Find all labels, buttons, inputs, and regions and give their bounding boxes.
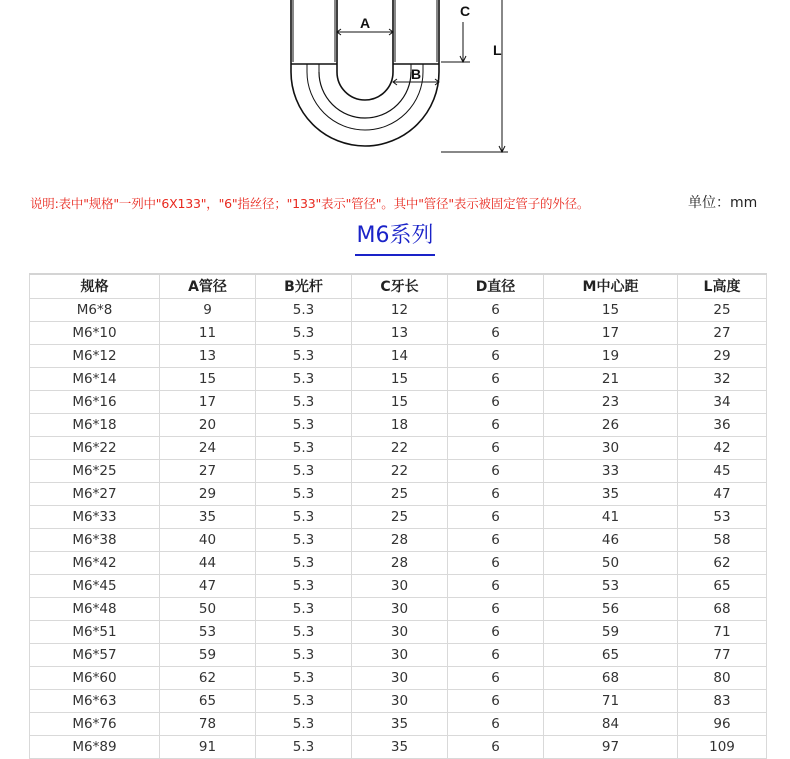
label-b: B <box>411 66 422 82</box>
table-cell: 32 <box>678 368 767 391</box>
table-cell: 5.3 <box>256 575 352 598</box>
table-cell: 17 <box>544 322 678 345</box>
table-cell: 58 <box>678 529 767 552</box>
table-cell: 13 <box>160 345 256 368</box>
table-cell: 97 <box>544 736 678 759</box>
table-cell: 50 <box>160 598 256 621</box>
table-cell: M6*33 <box>30 506 160 529</box>
unit-label: 单位：mm <box>688 195 758 211</box>
table-cell: 77 <box>678 644 767 667</box>
table-header-row <box>30 274 767 299</box>
table-cell: 5.3 <box>256 690 352 713</box>
table-cell: 30 <box>544 437 678 460</box>
table-cell: 25 <box>678 299 767 322</box>
table-cell: 65 <box>678 575 767 598</box>
table-cell: 42 <box>678 437 767 460</box>
table-cell: 19 <box>544 345 678 368</box>
table-cell: 84 <box>544 713 678 736</box>
table-cell: 40 <box>160 529 256 552</box>
table-cell: 34 <box>678 391 767 414</box>
header-l: L高度 <box>678 274 767 299</box>
table-cell: 5.3 <box>256 391 352 414</box>
table-cell: 6 <box>448 437 544 460</box>
table-cell: 24 <box>160 437 256 460</box>
table-cell: 35 <box>544 483 678 506</box>
table-cell: 71 <box>678 621 767 644</box>
header-b: B光杆 <box>256 274 352 299</box>
label-a: A <box>360 15 371 31</box>
table-cell: 47 <box>160 575 256 598</box>
table-row <box>30 368 767 391</box>
table-cell: 6 <box>448 552 544 575</box>
table-cell: 12 <box>352 299 448 322</box>
table-cell: 9 <box>160 299 256 322</box>
table-cell: 56 <box>544 598 678 621</box>
table-cell: 23 <box>544 391 678 414</box>
table-cell: M6*57 <box>30 644 160 667</box>
table-cell: 53 <box>160 621 256 644</box>
table-cell: M6*8 <box>30 299 160 322</box>
table-cell: 68 <box>544 667 678 690</box>
table-cell: 62 <box>160 667 256 690</box>
table-row <box>30 713 767 736</box>
table-cell: 20 <box>160 414 256 437</box>
u-bolt-diagram <box>0 0 790 170</box>
table-cell: 25 <box>352 483 448 506</box>
table-cell: 62 <box>678 552 767 575</box>
table-cell: 22 <box>352 437 448 460</box>
header-d: D直径 <box>448 274 544 299</box>
table-cell: 5.3 <box>256 644 352 667</box>
table-body <box>30 299 767 759</box>
table-cell: 29 <box>678 345 767 368</box>
table-cell: 5.3 <box>256 483 352 506</box>
table-cell: 5.3 <box>256 736 352 759</box>
table-cell: 15 <box>352 391 448 414</box>
label-c: C <box>460 3 471 19</box>
table-cell: 22 <box>352 460 448 483</box>
table-cell: 5.3 <box>256 621 352 644</box>
table-cell: M6*27 <box>30 483 160 506</box>
table-cell: 5.3 <box>256 460 352 483</box>
table-cell: 6 <box>448 345 544 368</box>
table-cell: 35 <box>160 506 256 529</box>
table-cell: 53 <box>544 575 678 598</box>
table-cell: 25 <box>352 506 448 529</box>
table-row <box>30 437 767 460</box>
table-cell: 50 <box>544 552 678 575</box>
table-cell: 29 <box>160 483 256 506</box>
table-row <box>30 506 767 529</box>
table-cell: 11 <box>160 322 256 345</box>
table-cell: 5.3 <box>256 667 352 690</box>
table-cell: 45 <box>678 460 767 483</box>
table-row <box>30 598 767 621</box>
table-cell: 36 <box>678 414 767 437</box>
table-cell: 5.3 <box>256 506 352 529</box>
table-cell: M6*14 <box>30 368 160 391</box>
table-row <box>30 552 767 575</box>
table-row <box>30 299 767 322</box>
table-cell: 65 <box>544 644 678 667</box>
table-cell: 6 <box>448 483 544 506</box>
table-cell: 5.3 <box>256 322 352 345</box>
table-cell: 17 <box>160 391 256 414</box>
table-row <box>30 736 767 759</box>
table-cell: 6 <box>448 506 544 529</box>
table-cell: 27 <box>678 322 767 345</box>
table-row <box>30 391 767 414</box>
table-row <box>30 529 767 552</box>
table-cell: M6*48 <box>30 598 160 621</box>
table-cell: M6*18 <box>30 414 160 437</box>
table-row <box>30 690 767 713</box>
table-row <box>30 483 767 506</box>
table-cell: M6*89 <box>30 736 160 759</box>
table-row <box>30 345 767 368</box>
table-cell: 6 <box>448 736 544 759</box>
table-cell: 65 <box>160 690 256 713</box>
table-cell: 6 <box>448 299 544 322</box>
table-cell: 6 <box>448 322 544 345</box>
table-cell: 6 <box>448 391 544 414</box>
table-cell: 6 <box>448 575 544 598</box>
table-cell: 83 <box>678 690 767 713</box>
table-cell: 35 <box>352 713 448 736</box>
table-cell: M6*63 <box>30 690 160 713</box>
spec-table <box>29 273 767 759</box>
table-row <box>30 621 767 644</box>
table-cell: 15 <box>544 299 678 322</box>
table-cell: 47 <box>678 483 767 506</box>
spec-note: 说明:表中"规格"一列中"6X133"，"6"指丝径；"133"表示"管径"。其中"管径"表示被固定管子的外径。 <box>30 196 590 211</box>
table-cell: 30 <box>352 690 448 713</box>
header-m: M中心距 <box>544 274 678 299</box>
table-cell: 21 <box>544 368 678 391</box>
table-cell: M6*60 <box>30 667 160 690</box>
table-cell: M6*25 <box>30 460 160 483</box>
table-cell: 5.3 <box>256 345 352 368</box>
table-cell: 6 <box>448 368 544 391</box>
table-cell: 71 <box>544 690 678 713</box>
table-cell: 30 <box>352 621 448 644</box>
table-cell: M6*10 <box>30 322 160 345</box>
table-cell: 18 <box>352 414 448 437</box>
table-cell: 5.3 <box>256 713 352 736</box>
table-row <box>30 322 767 345</box>
table-cell: 44 <box>160 552 256 575</box>
table-row <box>30 460 767 483</box>
header-c: C牙长 <box>352 274 448 299</box>
table-cell: 33 <box>544 460 678 483</box>
table-cell: 15 <box>160 368 256 391</box>
header-a: A管径 <box>160 274 256 299</box>
header-spec: 规格 <box>30 274 160 299</box>
table-cell: 96 <box>678 713 767 736</box>
table-cell: 109 <box>678 736 767 759</box>
table-cell: 6 <box>448 414 544 437</box>
table-cell: 30 <box>352 644 448 667</box>
table-cell: M6*38 <box>30 529 160 552</box>
table-cell: 6 <box>448 460 544 483</box>
table-cell: 5.3 <box>256 529 352 552</box>
table-cell: 41 <box>544 506 678 529</box>
table-row <box>30 667 767 690</box>
table-cell: 30 <box>352 598 448 621</box>
table-cell: 15 <box>352 368 448 391</box>
table-cell: 27 <box>160 460 256 483</box>
table-row <box>30 575 767 598</box>
table-cell: 30 <box>352 667 448 690</box>
table-cell: 28 <box>352 552 448 575</box>
table-cell: 35 <box>352 736 448 759</box>
series-title: M6系列 <box>355 222 436 256</box>
table-cell: 5.3 <box>256 598 352 621</box>
table-cell: 26 <box>544 414 678 437</box>
table-cell: 59 <box>544 621 678 644</box>
table-cell: 5.3 <box>256 437 352 460</box>
table-cell: 68 <box>678 598 767 621</box>
table-row <box>30 644 767 667</box>
table-cell: 80 <box>678 667 767 690</box>
table-cell: M6*45 <box>30 575 160 598</box>
series-heading <box>0 222 790 256</box>
table-cell: 5.3 <box>256 414 352 437</box>
table-cell: M6*76 <box>30 713 160 736</box>
table-cell: M6*22 <box>30 437 160 460</box>
table-cell: M6*51 <box>30 621 160 644</box>
table-cell: 6 <box>448 713 544 736</box>
table-cell: 13 <box>352 322 448 345</box>
table-cell: 6 <box>448 529 544 552</box>
table-cell: 6 <box>448 667 544 690</box>
table-cell: 14 <box>352 345 448 368</box>
label-l: L <box>493 42 502 58</box>
table-cell: 46 <box>544 529 678 552</box>
table-cell: 6 <box>448 644 544 667</box>
table-cell: 6 <box>448 690 544 713</box>
table-cell: M6*16 <box>30 391 160 414</box>
table-cell: 30 <box>352 575 448 598</box>
table-cell: 78 <box>160 713 256 736</box>
table-cell: 5.3 <box>256 368 352 391</box>
table-cell: 5.3 <box>256 552 352 575</box>
table-cell: 91 <box>160 736 256 759</box>
table-cell: 59 <box>160 644 256 667</box>
table-cell: 5.3 <box>256 299 352 322</box>
table-cell: M6*42 <box>30 552 160 575</box>
table-cell: 6 <box>448 621 544 644</box>
table-cell: 6 <box>448 598 544 621</box>
table-row <box>30 414 767 437</box>
table-cell: 53 <box>678 506 767 529</box>
table-cell: 28 <box>352 529 448 552</box>
table-cell: M6*12 <box>30 345 160 368</box>
